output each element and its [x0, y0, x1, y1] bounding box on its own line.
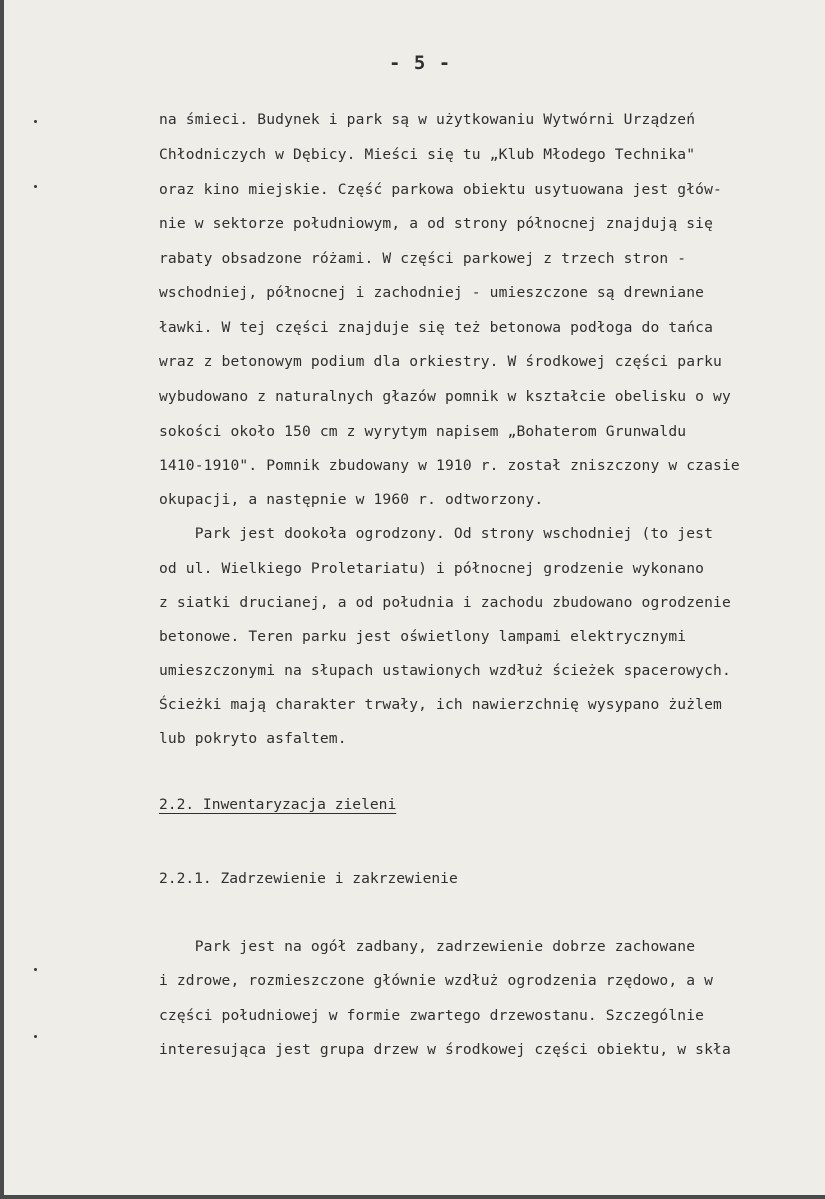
page-number: - 5 - — [389, 52, 452, 74]
text-line: Park jest na ogół zadbany, zadrzewienie dobrze zachowane — [159, 938, 696, 955]
text-line: Ścieżki mają charakter trwały, ich nawierzchnię wysypano żużlem — [159, 696, 722, 713]
text-line: Chłodniczych w Dębicy. Mieści się tu „Klub Młodego Technika" — [159, 146, 696, 163]
text-line: ławki. W tej części znajduje się też betonowa podłoga do tańca — [159, 319, 714, 336]
text-line: Park jest dookoła ogrodzony. Od strony wschodniej (to jest — [159, 525, 714, 542]
margin-dot — [34, 120, 37, 123]
text-line: na śmieci. Budynek i park są w użytkowaniu Wytwórni Urządzeń — [159, 111, 696, 128]
text-line: z siatki drucianej, a od południa i zachodu zbudowano ogrodzenie — [159, 594, 731, 611]
text-line: interesująca jest grupa drzew w środkowej części obiektu, w skła — [159, 1041, 731, 1058]
text-line: betonowe. Teren parku jest oświetlony lampami elektrycznymi — [159, 628, 687, 645]
text-line: oraz kino miejskie. Część parkowa obiektu usytuowana jest głów- — [159, 181, 722, 198]
text-line: lub pokryto asfaltem. — [159, 730, 347, 747]
text-line: i zdrowe, rozmieszczone głównie wzdłuż ogrodzenia rzędowo, a w — [159, 972, 714, 989]
text-line: 1410-1910". Pomnik zbudowany w 1910 r. został zniszczony w czasie — [159, 457, 740, 474]
margin-dot — [34, 968, 37, 971]
subsection-heading: 2.2.1. Zadrzewienie i zakrzewienie — [159, 870, 458, 887]
margin-dot — [34, 1035, 37, 1038]
text-line: rabaty obsadzone różami. W części parkowej z trzech stron - — [159, 250, 687, 267]
text-line: sokości około 150 cm z wyrytym napisem „Bohaterom Grunwaldu — [159, 423, 687, 440]
document-page — [4, 0, 825, 1195]
text-line: wschodniej, północnej i zachodniej - umieszczone są drewniane — [159, 284, 705, 301]
margin-dot — [34, 185, 37, 188]
text-line: wybudowano z naturalnych głazów pomnik w kształcie obelisku o wy — [159, 388, 731, 405]
text-line: nie w sektorze południowym, a od strony północnej znajdują się — [159, 215, 714, 232]
text-line: umieszczonymi na słupach ustawionych wzdłuż ścieżek spacerowych. — [159, 662, 731, 679]
section-heading: 2.2. Inwentaryzacja zieleni — [159, 796, 397, 813]
text-line: od ul. Wielkiego Proletariatu) i północnej grodzenie wykonano — [159, 560, 705, 577]
text-line: wraz z betonowym podium dla orkiestry. W środkowej części parku — [159, 353, 722, 370]
text-line: okupacji, a następnie w 1960 r. odtworzony. — [159, 491, 544, 508]
text-line: części południowej w formie zwartego drzewostanu. Szczególnie — [159, 1007, 705, 1024]
